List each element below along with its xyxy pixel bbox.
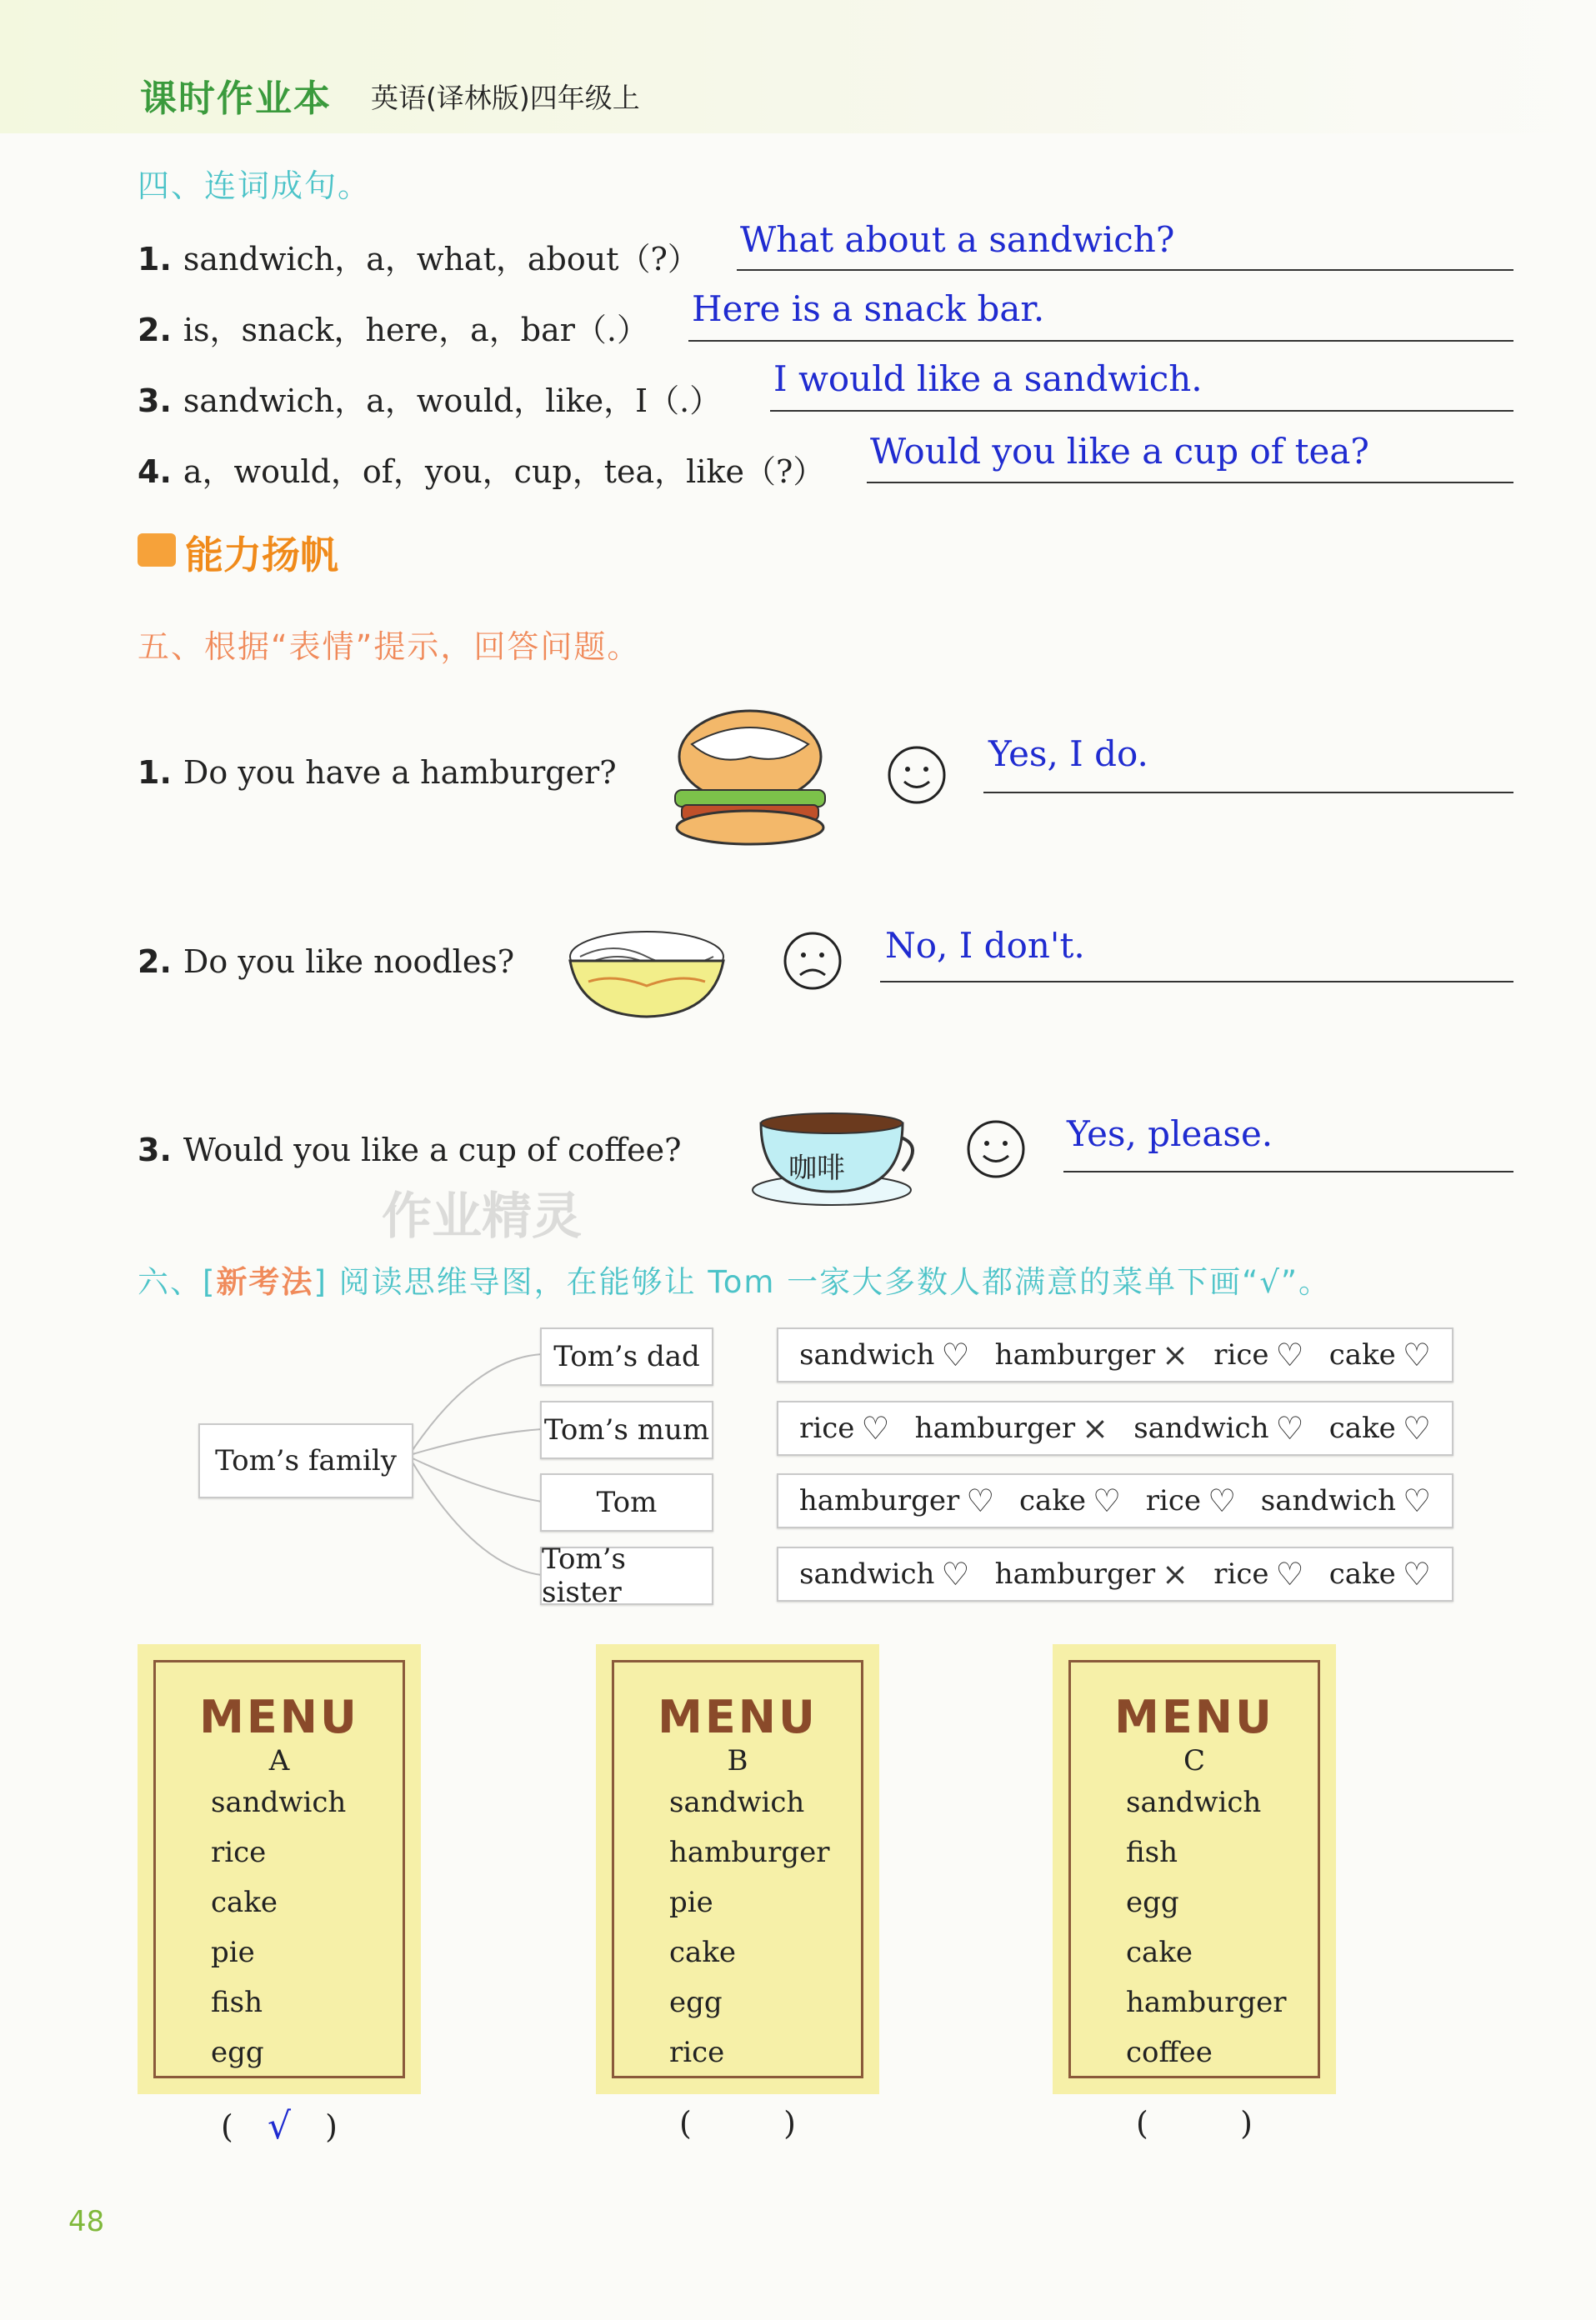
s5-a3: Yes, please.	[1067, 1113, 1273, 1154]
menu-items	[1126, 1778, 1286, 2078]
food-name: hamburger	[994, 1338, 1156, 1372]
menu-letter: A	[268, 1744, 290, 1778]
menu-item: coffee	[1126, 2036, 1213, 2069]
food-item	[995, 1337, 1188, 1373]
coffee-cup-image	[748, 1108, 915, 1208]
food-item	[1261, 1482, 1431, 1519]
check-mark: √	[267, 2105, 292, 2148]
menu-item: sandwich	[211, 1786, 347, 1819]
food-item	[1213, 1556, 1303, 1592]
heart-icon: ♡	[1208, 1482, 1237, 1519]
food-name: rice	[799, 1412, 855, 1445]
paren-close: )	[1240, 2105, 1253, 2142]
menu-item: cake	[669, 1936, 737, 1969]
food-item	[1146, 1482, 1236, 1519]
mind-map-connectors	[408, 1325, 550, 1583]
s4-q2: 2. is，snack，here，a，bar（.）	[138, 312, 648, 348]
page-number: 48	[68, 2205, 105, 2238]
answer-line	[737, 269, 1513, 271]
menu-item: cake	[1126, 1936, 1193, 1969]
food-name: hamburger	[914, 1412, 1076, 1445]
answer-line	[770, 410, 1513, 412]
s4-a2: Here is a snack bar.	[692, 288, 1045, 329]
menu-item: fish	[1126, 1836, 1178, 1869]
heart-icon: ♡	[1402, 1556, 1431, 1592]
smile-face-icon	[965, 1118, 1027, 1180]
heart-icon: ♡	[1402, 1410, 1431, 1447]
food-name: hamburger	[798, 1484, 960, 1518]
food-item	[799, 1410, 889, 1447]
menu-item: sandwich	[1126, 1786, 1262, 1819]
menu-items	[669, 1778, 829, 2078]
menu-item: pie	[669, 1886, 713, 1919]
menu-answer-blank[interactable]	[679, 2105, 796, 2142]
answer-line	[983, 792, 1513, 793]
food-name: sandwich	[799, 1338, 935, 1372]
sail-icon	[138, 533, 176, 567]
heart-icon: ♡	[941, 1556, 970, 1592]
menu-item: rice	[211, 1836, 267, 1869]
s4-q1: 1. sandwich，a，what，about（?）	[138, 241, 699, 278]
member-tom: Tom	[540, 1473, 713, 1532]
s5-a2: No, I don't.	[885, 925, 1085, 966]
food-item	[1019, 1482, 1121, 1519]
food-item	[915, 1410, 1108, 1447]
food-name: cake	[1328, 1338, 1396, 1372]
answer-line	[880, 981, 1513, 982]
menu-item: rice	[669, 2036, 725, 2069]
menu-title: MENU	[658, 1691, 818, 1743]
food-item	[799, 1482, 995, 1519]
heart-icon: ♡	[941, 1337, 970, 1373]
food-name: sandwich	[1133, 1412, 1269, 1445]
menu-item: cake	[211, 1886, 278, 1919]
menu-answer-blank[interactable]	[1136, 2105, 1253, 2142]
food-item	[1329, 1410, 1431, 1447]
menu-item: hamburger	[669, 1836, 830, 1869]
menu-title: MENU	[199, 1691, 359, 1743]
heart-icon: ♡	[1275, 1337, 1304, 1373]
food-preference-row	[777, 1547, 1453, 1602]
answer-line	[867, 482, 1513, 483]
food-name: rice	[1145, 1484, 1202, 1518]
member-dad: Tom’s dad	[540, 1328, 713, 1386]
food-item	[799, 1556, 969, 1592]
food-item	[1133, 1410, 1303, 1447]
s5-q2: 2. Do you like noodles?	[138, 943, 515, 980]
food-name: hamburger	[994, 1558, 1156, 1591]
section5-heading: 五、根据“表情”提示，回答问题。	[138, 628, 641, 665]
member-mum: Tom’s mum	[540, 1401, 713, 1459]
s4-a1: What about a sandwich?	[740, 219, 1175, 260]
s5-q1: 1. Do you have a hamburger?	[138, 754, 617, 791]
answer-line	[1063, 1171, 1513, 1172]
food-name: sandwich	[799, 1558, 935, 1591]
paren-close: )	[783, 2105, 796, 2142]
paren-open: (	[679, 2105, 692, 2142]
food-name: cake	[1328, 1558, 1396, 1591]
menu-item: sandwich	[669, 1786, 805, 1819]
cross-icon: ×	[1162, 1556, 1188, 1592]
food-item	[1329, 1337, 1431, 1373]
answer-line	[688, 340, 1513, 342]
food-preference-row	[777, 1328, 1453, 1382]
hamburger-image	[667, 707, 833, 848]
cross-icon: ×	[1082, 1410, 1108, 1447]
s5-q3: 3. Would you like a cup of coffee?	[138, 1132, 682, 1168]
food-name: cake	[1328, 1412, 1396, 1445]
menu-item: egg	[211, 2036, 264, 2069]
paren-close: )	[325, 2108, 338, 2145]
heart-icon: ♡	[861, 1410, 890, 1447]
heart-icon: ♡	[1275, 1410, 1304, 1447]
frown-face-icon	[782, 930, 843, 992]
paren-open: (	[221, 2108, 233, 2145]
s4-a4: Would you like a cup of tea?	[870, 431, 1369, 472]
book-subtitle: 英语(译林版)四年级上	[371, 82, 640, 114]
menu-letter: B	[727, 1744, 748, 1778]
s5-a1: Yes, I do.	[988, 733, 1148, 774]
food-preference-row	[777, 1473, 1453, 1528]
food-preference-row	[777, 1401, 1453, 1456]
heart-icon: ♡	[1275, 1556, 1304, 1592]
menu-item: pie	[211, 1936, 255, 1969]
food-name: rice	[1213, 1338, 1269, 1372]
watermark: 作业精灵	[382, 1188, 582, 1246]
cup-label: 咖啡	[788, 1152, 845, 1185]
book-title: 课时作业本	[140, 78, 332, 120]
menu-item: hamburger	[1126, 1986, 1287, 2019]
food-name: rice	[1213, 1558, 1269, 1591]
menu-answer-blank[interactable]	[221, 2105, 338, 2148]
member-sister: Tom’s sister	[540, 1547, 713, 1605]
heart-icon: ♡	[1403, 1482, 1432, 1519]
menu-card	[596, 1644, 879, 2094]
menu-item: egg	[669, 1986, 723, 2019]
cross-icon: ×	[1162, 1337, 1188, 1373]
smile-face-icon	[886, 744, 948, 806]
food-name: sandwich	[1260, 1484, 1397, 1518]
food-item	[1213, 1337, 1303, 1373]
heart-icon: ♡	[1402, 1337, 1431, 1373]
menu-item: egg	[1126, 1886, 1179, 1919]
s4-q4: 4. a，would，of，you，cup，tea，like（?）	[138, 453, 825, 490]
menu-item: fish	[211, 1986, 263, 2019]
menu-card	[138, 1644, 421, 2094]
s4-q3: 3. sandwich，a，would，like，I（.）	[138, 382, 722, 419]
paren-open: (	[1136, 2105, 1148, 2142]
ability-title: 能力扬帆	[185, 532, 338, 578]
heart-icon: ♡	[966, 1482, 995, 1519]
s4-a3: I would like a sandwich.	[773, 358, 1203, 399]
mind-map-root: Tom’s family	[198, 1423, 413, 1498]
food-item	[1329, 1556, 1431, 1592]
food-item	[995, 1556, 1188, 1592]
menu-letter: C	[1183, 1744, 1205, 1778]
heart-icon: ♡	[1093, 1482, 1122, 1519]
section4-heading: 四、连词成句。	[138, 168, 372, 204]
food-name: cake	[1019, 1484, 1087, 1518]
food-item	[799, 1337, 969, 1373]
noodles-image	[563, 923, 730, 1023]
menu-items	[211, 1778, 346, 2078]
menu-card	[1053, 1644, 1336, 2094]
menu-title: MENU	[1114, 1691, 1274, 1743]
section6-heading: 六、[新考法] 阅读思维导图，在能够让 Tom 一家大多数人都满意的菜单下画“√”。	[138, 1264, 1332, 1300]
